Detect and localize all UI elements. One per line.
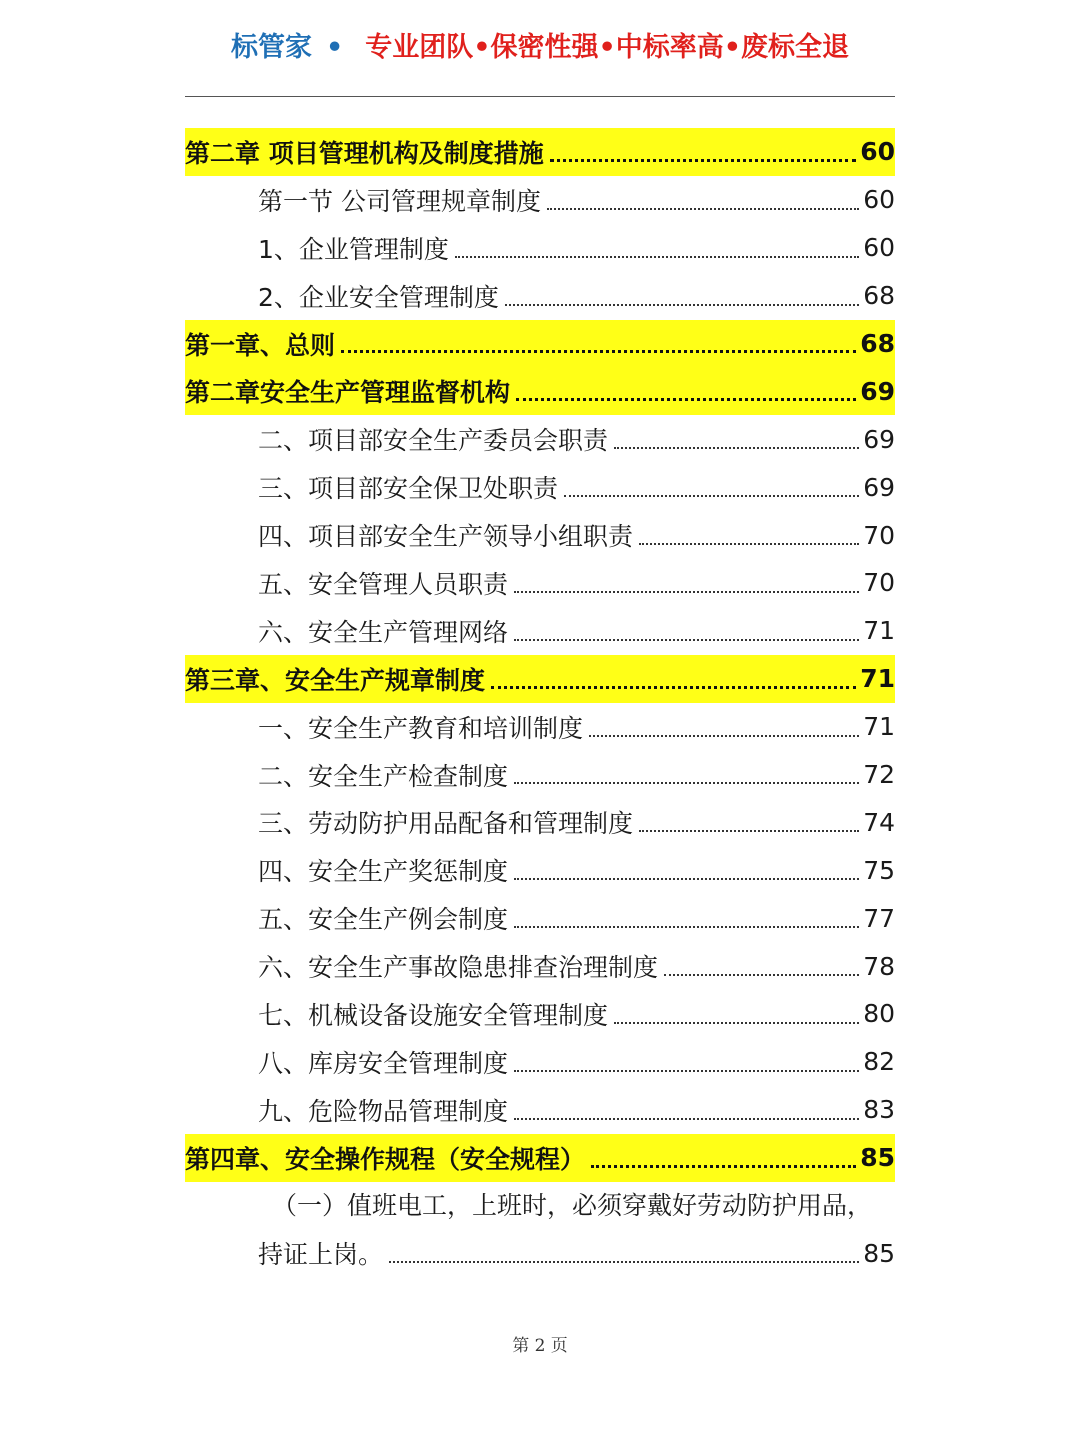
- dot-leader: [639, 830, 859, 832]
- toc-entry-page: 60: [860, 137, 895, 167]
- toc-entry-page: 78: [863, 951, 895, 981]
- dot-leader: [455, 256, 859, 258]
- toc-sub-entry[interactable]: [185, 1086, 895, 1134]
- toc-entry-title-line2: 持证上岗。: [258, 1240, 384, 1270]
- dot-leader: [514, 591, 859, 593]
- toc-chapter-entry[interactable]: [185, 367, 895, 415]
- toc-entry-page: 75: [863, 855, 895, 885]
- toc-entry-title: 六、安全生产事故隐患排查治理制度: [258, 953, 659, 983]
- toc-sub-entry[interactable]: [185, 942, 895, 990]
- toc-entry-page: 71: [863, 616, 895, 646]
- toc-sub-entry[interactable]: [185, 751, 895, 799]
- toc-entry-page: 85: [860, 1143, 895, 1173]
- header-separator: •: [325, 32, 344, 63]
- toc-entry-title: 三、劳动防护用品配备和管理制度: [258, 809, 634, 839]
- header-divider: [185, 96, 895, 97]
- toc-entry-page: 71: [860, 664, 895, 694]
- dot-leader: [341, 350, 856, 353]
- dot-leader: [547, 208, 859, 210]
- toc-entry-page: 70: [863, 568, 895, 598]
- toc-sub-entry[interactable]: [185, 415, 895, 463]
- dot-leader: [514, 926, 859, 928]
- toc-entry-title: 第三章、安全生产规章制度: [185, 665, 486, 695]
- toc-sub-entry[interactable]: [185, 559, 895, 607]
- toc-entry-title: 四、安全生产奖惩制度: [258, 857, 509, 887]
- toc-sub-entry[interactable]: [185, 798, 895, 846]
- toc-chapter-entry[interactable]: [185, 655, 895, 703]
- dot-leader: [389, 1261, 859, 1263]
- toc-sub-entry[interactable]: [185, 272, 895, 320]
- toc-entry-page: 60: [863, 185, 895, 215]
- toc-entry-title: 八、库房安全管理制度: [258, 1048, 509, 1078]
- dot-leader: [516, 398, 856, 401]
- toc-entry-title: 二、项目部安全生产委员会职责: [258, 426, 609, 456]
- toc-entry-title: 四、项目部安全生产领导小组职责: [258, 522, 634, 552]
- header-slogan: 专业团队•保密性强•中标率高•废标全退: [365, 32, 850, 63]
- toc-entry-title: 三、项目部安全保卫处职责: [258, 474, 559, 504]
- toc-sub-entry[interactable]: [185, 511, 895, 559]
- toc-entry-title: 第二章 项目管理机构及制度措施: [185, 138, 544, 168]
- toc-entry-title: 六、安全生产管理网络: [258, 617, 509, 647]
- toc-entry-title: 2、企业安全管理制度: [258, 282, 499, 312]
- toc-entry-title: 第四章、安全操作规程（安全规程）: [185, 1144, 586, 1174]
- toc-entry-page: 68: [860, 329, 895, 358]
- toc-entry-title: 九、危险物品管理制度: [258, 1096, 509, 1126]
- dot-leader: [491, 686, 856, 689]
- dot-leader: [664, 974, 859, 976]
- toc-entry-page: 69: [863, 472, 895, 502]
- toc-sub-entry[interactable]: [185, 463, 895, 511]
- toc-sub-entry[interactable]: [185, 176, 895, 224]
- toc-sub-entry[interactable]: [185, 703, 895, 751]
- toc-entry-page: 82: [863, 1047, 895, 1077]
- dot-leader: [614, 1022, 859, 1024]
- toc-entry-page: 69: [860, 376, 895, 406]
- toc-entry-page: 70: [863, 520, 895, 550]
- dot-leader: [514, 639, 859, 641]
- toc-entry-page: 77: [863, 903, 895, 933]
- toc-entry-page: 85: [863, 1238, 895, 1268]
- dot-leader: [514, 1118, 859, 1120]
- toc-entry-title: 第一节 公司管理规章制度: [258, 186, 541, 216]
- toc-entry-title: 二、安全生产检查制度: [258, 761, 509, 791]
- toc-entry-title: 五、安全管理人员职责: [258, 569, 509, 599]
- toc-entry-page: 71: [863, 712, 895, 742]
- dot-leader: [514, 1070, 859, 1072]
- toc-chapter-entry[interactable]: [185, 128, 895, 176]
- toc-entry-page: 74: [863, 807, 895, 837]
- toc-sub-entry[interactable]: [185, 224, 895, 272]
- dot-leader: [514, 878, 859, 880]
- toc-sub-entry-multiline[interactable]: [185, 1182, 895, 1278]
- toc-entry-page: 69: [863, 424, 895, 454]
- toc-entry-title: 一、安全生产教育和培训制度: [258, 713, 584, 743]
- toc-entry-page: 80: [863, 999, 895, 1029]
- brand-name: 标管家: [230, 32, 312, 63]
- toc-entry-page: 83: [863, 1095, 895, 1125]
- page-number: 第 2 页: [512, 1336, 568, 1356]
- toc-sub-entry[interactable]: [185, 990, 895, 1038]
- dot-leader: [550, 159, 856, 162]
- toc-chapter-entry[interactable]: [185, 320, 895, 368]
- dot-leader: [589, 735, 859, 737]
- dot-leader: [614, 447, 859, 449]
- toc-entry-page: 68: [863, 281, 895, 311]
- toc-sub-entry[interactable]: [185, 846, 895, 894]
- toc-sub-entry[interactable]: [185, 894, 895, 942]
- page-header: [0, 26, 1080, 70]
- toc-chapter-entry[interactable]: [185, 1134, 895, 1182]
- dot-leader: [639, 543, 859, 545]
- toc-entry-page: 72: [863, 760, 895, 790]
- dot-leader: [591, 1165, 856, 1168]
- toc-entry-title: 1、企业管理制度: [258, 234, 449, 264]
- table-of-contents: [185, 128, 895, 1277]
- dot-leader: [505, 304, 859, 306]
- toc-entry-title: 第一章、总则: [185, 330, 336, 360]
- toc-sub-entry[interactable]: [185, 1038, 895, 1086]
- toc-entry-page: 60: [863, 233, 895, 263]
- toc-sub-entry[interactable]: [185, 607, 895, 655]
- toc-entry-title-line1: （一）值班电工，上班时，必须穿戴好劳动防护用品，: [272, 1190, 873, 1220]
- dot-leader: [564, 495, 859, 497]
- toc-entry-title: 七、机械设备设施安全管理制度: [258, 1000, 609, 1030]
- toc-entry-title: 五、安全生产例会制度: [258, 905, 509, 935]
- toc-entry-title: 第二章安全生产管理监督机构: [185, 378, 511, 408]
- dot-leader: [514, 782, 859, 784]
